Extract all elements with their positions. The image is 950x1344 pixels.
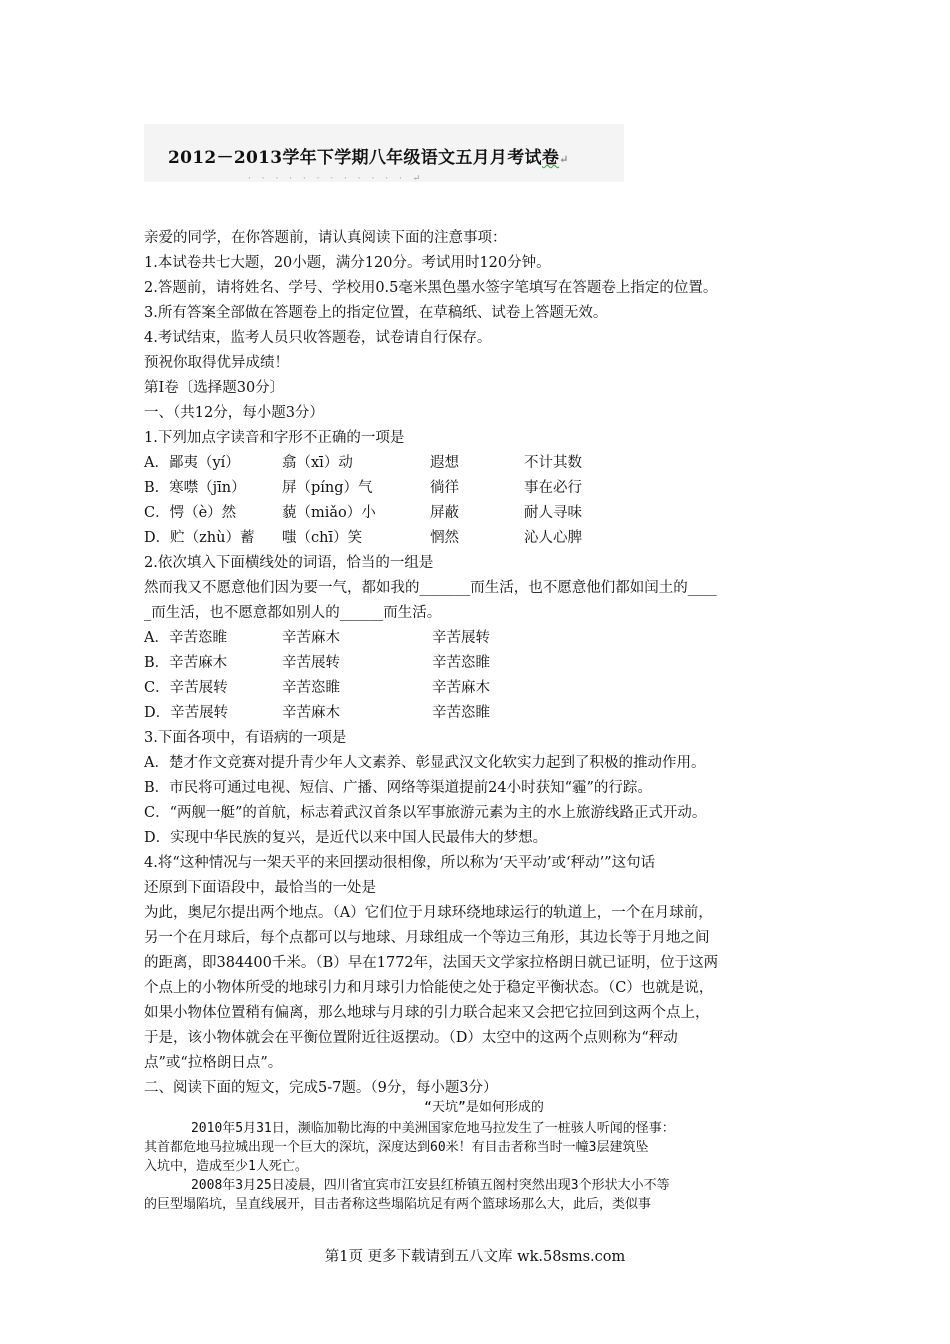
q2-text-line: _而生活，也不愿意都如别人的______而生活。 [144, 605, 442, 621]
q4-line: 于是，该小物体就会在平衡位置附近往返摆动。（D）太空中的这两个点则称为“秤动 [144, 1030, 678, 1046]
q3-option-c: C．“两舰一艇”的首航，标志着武汉首条以军事旅游元素为主的水上旅游线路正式开动。 [144, 805, 707, 821]
q2-text-line: 然而我又不愿意他们因为要一气，都如我的_______而生活，也不愿意他们都如闰土的____ [144, 580, 717, 596]
note-line: 3.所有答案全部做在答题卷上的指定位置，在草稿纸、试卷上答题无效。 [144, 305, 608, 321]
q2-option-a: A．辛苦恣睢 辛苦麻木 辛苦展转 [144, 630, 490, 646]
q4-line: 如果小物体位置稍有偏离，那么地球与月球的引力联合起来又会把它拉回到这两个点上， [144, 1005, 710, 1021]
q4-line: 的距离，即384400千米。（B）早在1772年，法国天文学家拉格朗日就已证明，位于这两 [144, 955, 719, 971]
q1-option-d: D．贮（zhù）蓄 嗤（chī）笑 惘然 沁人心脾 [144, 530, 582, 546]
q3-stem: 3.下面各项中，有语病的一项是 [144, 730, 347, 746]
page-footer: 第1页 更多下载请到五八文库 wk.58sms.com [324, 1249, 626, 1265]
q3-option-d: D．实现中华民族的复兴，是近代以来中国人民最伟大的梦想。 [144, 830, 548, 846]
passage-title: “天坑”是如何形成的 [424, 1100, 544, 1115]
q4-line: 点”或“拉格朗日点”。 [144, 1055, 283, 1071]
part1-title: 第Ⅰ卷〔选择题30分〕 [144, 380, 285, 396]
q2-stem: 2.依次填入下面横线处的词语，恰当的一组是 [144, 555, 434, 571]
wish-line: 预祝你取得优异成绩！ [144, 355, 289, 371]
q4-line: 个点上的小物体所受的地球引力和月球引力恰能使之处于稳定平衡状态。（C）也就是说， [144, 980, 714, 996]
passage-line: 入坑中，造成至少1人死亡。 [144, 1159, 308, 1174]
note-line: 4.考试结束，监考人员只收答题卷，试卷请自行保存。 [144, 330, 492, 346]
q1-option-b: B．寒噤（jīn） 屏（píng）气 徜徉 事在必行 [144, 480, 582, 496]
q1-stem: 1.下列加点字读音和字形不正确的一项是 [144, 430, 405, 446]
q1-option-a: A．鄙夷（yí） 翕（xī）动 遐想 不计其数 [144, 455, 582, 471]
q4-line: 4.将“这种情况与一架天平的来回摆动很相像，所以称为‘天平动’或‘秤动’”这句话 [144, 855, 656, 871]
reading-passage [144, 1097, 824, 1214]
passage-line: 的巨型塌陷坑，呈直线展开，目击者称这些塌陷坑足有两个篮球场那么大，此后，类似事 [144, 1197, 652, 1212]
q2-option-c: C．辛苦展转 辛苦恣睢 辛苦麻木 [144, 680, 490, 696]
q4-line: 另一个在月球后，每个点都可以与地球、月球组成一个等边三角形，其边长等于月地之间 [144, 930, 710, 946]
q3-option-a: A．楚才作文竞赛对提升青少年人文素养、彰显武汉文化软实力起到了积极的推动作用。 [144, 755, 706, 771]
passage-line: 其首都危地马拉城出现一个巨大的深坑，深度达到60米！有目击者称当时一幢3层建筑坠 [144, 1140, 649, 1155]
section2-heading: 二、阅读下面的短文，完成5-7题。（9分，每小题3分） [144, 1080, 498, 1096]
q2-option-d: D．辛苦展转 辛苦麻木 辛苦恣睢 [144, 705, 490, 721]
note-line: 1.本试卷共七大题，20小题，满分120分。考试用时120分钟。 [144, 255, 551, 271]
q3-option-b: B．市民将可通过电视、短信、广播、网络等渠道提前24小时获知“霾”的行踪。 [144, 780, 652, 796]
exam-title [168, 143, 569, 168]
passage-line: 2008年3月25日凌晨，四川省宜宾市江安县红桥镇五阁村突然出现3个形状大小不等 [144, 1178, 670, 1193]
q4-line: 为此，奥尼尔提出两个地点。（A）它们位于月球环绕地球运行的轨道上，一个在月球前， [144, 905, 713, 921]
exam-body [144, 226, 824, 1101]
exam-title-main: 2012－2013学年下学期八年级语文五月月考试 [168, 148, 542, 168]
passage-line: 2010年5月31日，濒临加勒比海的中美洲国家危地马拉发生了一桩骇人听闻的怪事： [144, 1121, 675, 1136]
q4-line: 还原到下面语段中，最恰当的一处是 [144, 880, 376, 896]
q1-option-c: C．愕（è）然 藐（miǎo）小 屏蔽 耐人寻味 [144, 505, 582, 521]
q2-option-b: B．辛苦麻木 辛苦展转 辛苦恣睢 [144, 655, 490, 671]
section1-heading: 一、（共12分，每小题3分） [144, 405, 324, 421]
greeting: 亲爱的同学，在你答题前，请认真阅读下面的注意事项： [144, 230, 507, 246]
paragraph-mark-icon: ↵ [559, 153, 569, 166]
exam-title-end: 卷 [541, 148, 560, 168]
dotted-separator: · · · · · · · · · · · · ↵ [248, 174, 425, 184]
note-line: 2.答题前，请将姓名、学号、学校用0.5毫米黑色墨水签字笔填写在答题卷上指定的位置。 [144, 280, 718, 296]
